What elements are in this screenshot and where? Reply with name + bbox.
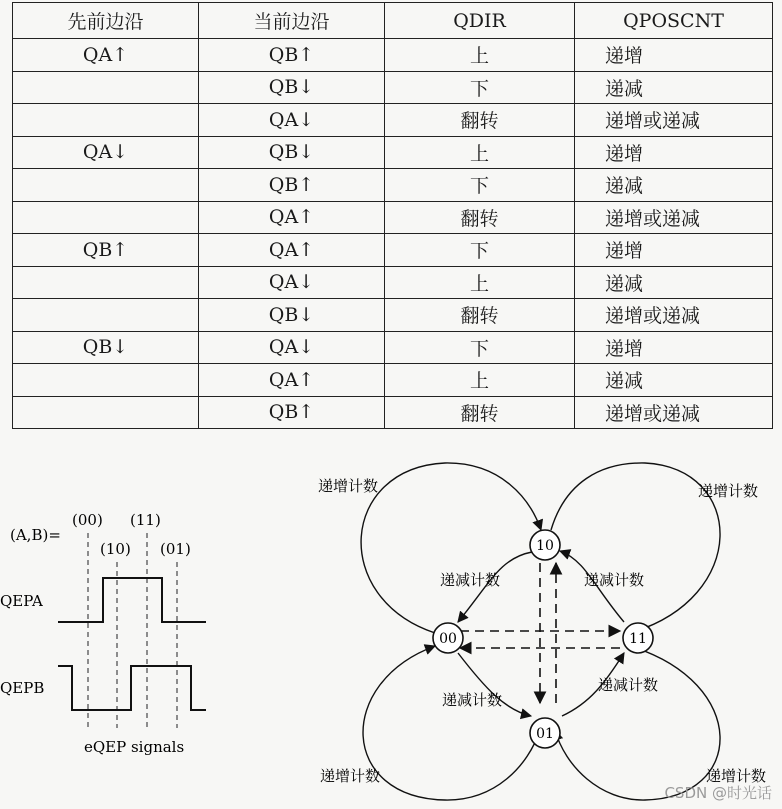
cell-curr-edge: QA↓ (199, 331, 385, 364)
cell-prev-edge (13, 364, 199, 397)
cell-curr-edge: QB↑ (199, 39, 385, 72)
cell-prev-edge (13, 201, 199, 234)
cell-qdir: 上 (385, 39, 575, 72)
table-row (13, 169, 773, 202)
cell-qdir: 上 (385, 364, 575, 397)
state-11-label: (11) (130, 511, 161, 529)
cell-qposcnt: 递增 (575, 136, 773, 169)
cell-qdir: 下 (385, 234, 575, 267)
cell-qdir: 翻转 (385, 396, 575, 429)
cell-prev-edge (13, 104, 199, 137)
arc-00-to-10-outer (361, 463, 541, 633)
cell-qposcnt: 递减 (575, 71, 773, 104)
cell-curr-edge: QB↓ (199, 299, 385, 332)
cell-prev-edge (13, 71, 199, 104)
state-node-01-label: 01 (536, 726, 554, 742)
timing-diagram (0, 448, 240, 809)
state-node-11 (623, 623, 653, 653)
cell-prev-edge: QA↑ (13, 39, 199, 72)
state-node-00 (433, 623, 463, 653)
timing-caption: eQEP signals (84, 738, 185, 756)
state-transition-diagram (300, 448, 782, 809)
cell-prev-edge: QB↓ (13, 331, 199, 364)
cell-prev-edge: QB↑ (13, 234, 199, 267)
state-node-00-label: 00 (439, 631, 457, 647)
state-node-10 (530, 530, 560, 560)
cell-qdir: 翻转 (385, 299, 575, 332)
cell-qdir: 翻转 (385, 201, 575, 234)
table-row (13, 299, 773, 332)
cell-prev-edge: QA↓ (13, 136, 199, 169)
watermark: CSDN @时光话 (664, 784, 772, 802)
state-node-10-label: 10 (536, 538, 554, 554)
cell-qposcnt: 递增 (575, 234, 773, 267)
table-row (13, 136, 773, 169)
cell-qposcnt: 递增或递减 (575, 201, 773, 234)
cell-qdir: 下 (385, 169, 575, 202)
cell-qposcnt: 递增或递减 (575, 104, 773, 137)
dec-count-label-upper-right: 递减计数 (584, 571, 645, 589)
header-qposcnt: QPOSCNT (575, 3, 773, 39)
cell-curr-edge: QA↑ (199, 364, 385, 397)
cell-curr-edge: QB↑ (199, 169, 385, 202)
state-10-label: (10) (100, 540, 131, 558)
table-row (13, 364, 773, 397)
header-qdir: QDIR (385, 3, 575, 39)
dec-count-label-upper-left: 递减计数 (440, 571, 501, 589)
cell-qdir: 上 (385, 136, 575, 169)
inc-count-label-top-left: 递增计数 (318, 477, 379, 495)
state-01-label: (01) (160, 540, 191, 558)
quadrature-decode-table (12, 2, 773, 429)
arc-10-to-11-outer (551, 463, 720, 633)
cell-prev-edge (13, 299, 199, 332)
header-curr-edge: 当前边沿 (199, 3, 385, 39)
cell-curr-edge: QA↑ (199, 234, 385, 267)
header-prev-edge: 先前边沿 (13, 3, 199, 39)
cell-curr-edge: QB↑ (199, 396, 385, 429)
cell-curr-edge: QB↓ (199, 71, 385, 104)
cell-prev-edge (13, 396, 199, 429)
cell-qposcnt: 递减 (575, 364, 773, 397)
inc-count-label-bottom-right: 递增计数 (706, 767, 767, 785)
cell-curr-edge: QB↓ (199, 136, 385, 169)
cell-qposcnt: 递增 (575, 39, 773, 72)
cell-qposcnt: 递增或递减 (575, 396, 773, 429)
cell-curr-edge: QA↓ (199, 266, 385, 299)
table-row (13, 201, 773, 234)
dec-count-label-lower-right: 递减计数 (598, 676, 659, 694)
inc-count-label-top-right: 递增计数 (698, 482, 759, 500)
qepb-label: QEPB (0, 679, 45, 697)
cell-qdir: 下 (385, 331, 575, 364)
cell-qposcnt: 递增或递减 (575, 299, 773, 332)
cell-curr-edge: QA↑ (199, 201, 385, 234)
table-row (13, 331, 773, 364)
cell-qposcnt: 递减 (575, 169, 773, 202)
dec-count-label-lower-left: 递减计数 (442, 691, 503, 709)
table-row (13, 234, 773, 267)
table-row (13, 71, 773, 104)
ab-label: (A,B)= (10, 526, 61, 544)
phase-divider-lines (88, 533, 177, 728)
cell-prev-edge (13, 169, 199, 202)
state-node-11-label: 11 (629, 631, 647, 647)
arc-11-to-01-outer (555, 646, 720, 800)
cell-qdir: 翻转 (385, 104, 575, 137)
table-header-row (13, 3, 773, 39)
cell-curr-edge: QA↓ (199, 104, 385, 137)
state-00-label: (00) (72, 511, 103, 529)
table-row (13, 396, 773, 429)
qepa-waveform (58, 578, 206, 622)
arc-01-to-00-outer (363, 646, 540, 800)
cell-qposcnt: 递增 (575, 331, 773, 364)
table-row (13, 39, 773, 72)
cell-qdir: 上 (385, 266, 575, 299)
table-row (13, 266, 773, 299)
inc-count-label-bottom-left: 递增计数 (320, 767, 381, 785)
state-node-01 (530, 718, 560, 748)
cell-qposcnt: 递减 (575, 266, 773, 299)
table-row (13, 104, 773, 137)
cell-qdir: 下 (385, 71, 575, 104)
qepb-waveform (58, 666, 206, 710)
qepa-label: QEPA (0, 592, 43, 610)
cell-prev-edge (13, 266, 199, 299)
